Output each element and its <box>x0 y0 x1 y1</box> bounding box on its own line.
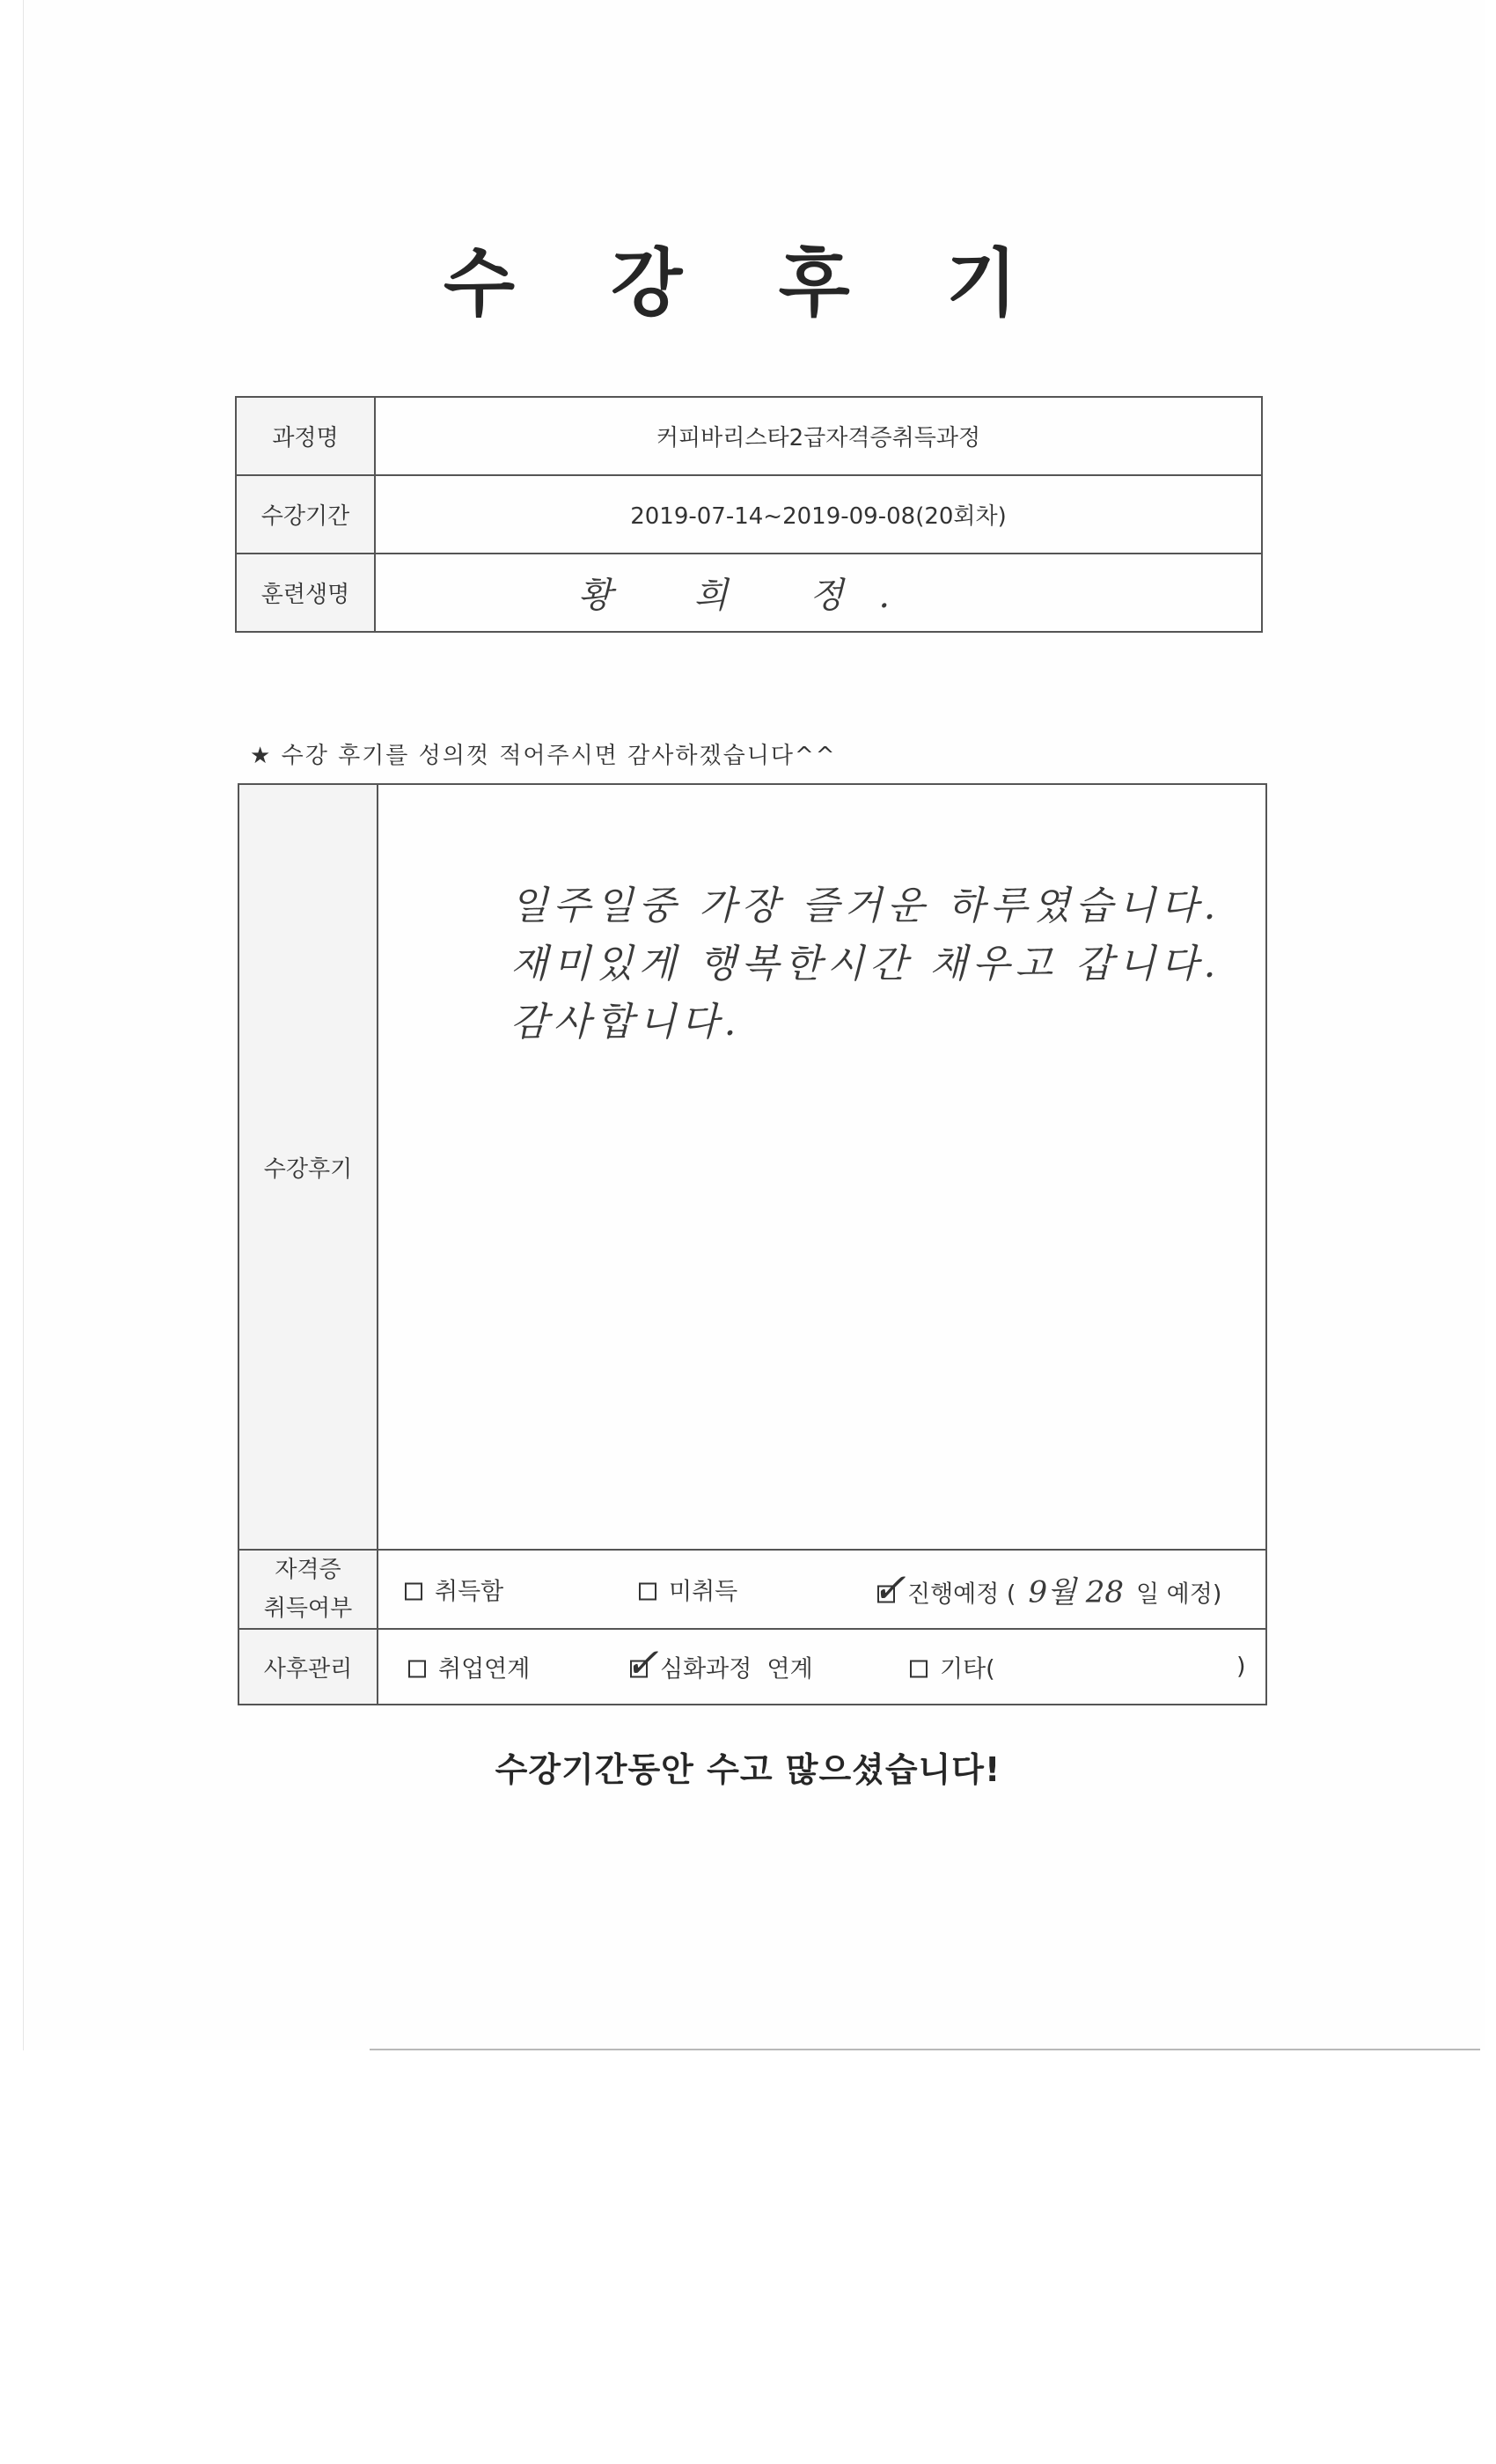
closing-message: 수강기간동안 수고 많으셨습니다! <box>495 1750 1001 1789</box>
name-row <box>236 554 1262 632</box>
certification-row <box>238 1550 1266 1629</box>
certification-label-line2: 취득여부 <box>263 1595 353 1622</box>
review-label: 수강후기 <box>238 784 378 1550</box>
review-line: 일주일중 가장 즐거운 하루였습니다. <box>510 884 1221 928</box>
notice-text: ★ 수강 후기를 성의껏 적어주시면 감사하겠습니다^^ <box>250 743 837 769</box>
review-row <box>238 784 1266 1550</box>
info-table <box>235 396 1263 633</box>
review-content <box>378 784 1266 1550</box>
aftercare-row <box>238 1629 1266 1705</box>
certification-label <box>238 1550 378 1629</box>
checkmark-icon: ✓ <box>872 1564 906 1611</box>
scheduled-date-suffix: 일 예정) <box>1136 1580 1222 1609</box>
option-acquired[interactable] <box>405 1573 503 1607</box>
course-value: 커피바리스타2급자격증취득과정 <box>375 397 1262 475</box>
option-advanced-course-label: 심화과정 연계 <box>660 1655 813 1683</box>
trainee-name-handwritten: 황 희 정. <box>578 576 926 616</box>
checkmark-icon: ✓ <box>625 1639 659 1686</box>
option-employment-label: 취업연계 <box>438 1655 531 1683</box>
checkbox-acquired[interactable] <box>405 1582 422 1600</box>
sheet-edge-line <box>370 2049 1480 2050</box>
period-value: 2019-07-14~2019-09-08(20회차) <box>375 475 1262 554</box>
name-label: 훈련생명 <box>236 554 375 632</box>
option-not-acquired[interactable] <box>639 1573 737 1607</box>
aftercare-label: 사후관리 <box>238 1629 378 1705</box>
scheduled-date-handwritten: 9월 28 <box>1028 1574 1125 1610</box>
checkbox-other[interactable] <box>910 1660 928 1677</box>
option-other-label: 기타( <box>940 1655 995 1683</box>
review-table <box>238 783 1267 1705</box>
option-advanced-course[interactable] <box>625 1639 813 1686</box>
option-scheduled-label: 진행예정 ( <box>907 1580 1016 1609</box>
period-label: 수강기간 <box>236 475 375 554</box>
checkbox-not-acquired[interactable] <box>639 1582 656 1600</box>
period-row <box>236 475 1262 554</box>
page-title: 수 강 후 기 <box>443 240 1053 326</box>
option-other[interactable] <box>910 1650 995 1684</box>
option-acquired-label: 취득함 <box>435 1578 504 1606</box>
course-label: 과정명 <box>236 397 375 475</box>
option-employment[interactable] <box>408 1650 530 1684</box>
certification-label-line1: 자격증 <box>275 1557 341 1583</box>
review-handwriting <box>510 877 1221 1052</box>
review-line: 감사합니다. <box>510 1000 742 1045</box>
course-row <box>236 397 1262 475</box>
option-scheduled[interactable] <box>872 1564 1222 1611</box>
checkbox-advanced-course[interactable] <box>625 1639 659 1686</box>
aftercare-options <box>378 1629 1266 1705</box>
name-cell <box>375 554 1262 632</box>
checkbox-scheduled[interactable] <box>872 1564 906 1611</box>
checkbox-employment[interactable] <box>408 1660 426 1677</box>
review-line: 재미있게 행복한시간 채우고 갑니다. <box>510 942 1221 986</box>
option-not-acquired-label: 미취득 <box>669 1578 738 1606</box>
other-close-paren: ) <box>1236 1653 1246 1681</box>
certification-options <box>378 1550 1266 1629</box>
